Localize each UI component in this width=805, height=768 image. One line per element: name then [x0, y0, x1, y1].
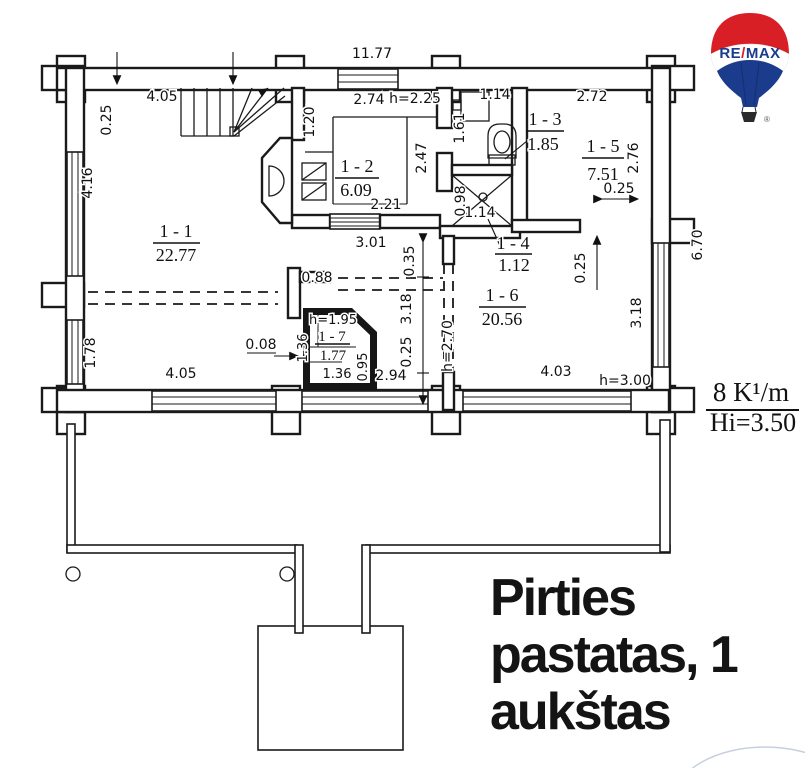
- window-right: [653, 243, 669, 367]
- dim-hall-zone-width: 2.74: [353, 92, 385, 108]
- svg-text:1 - 7: 1 - 7: [318, 329, 346, 345]
- dim-hall-zone-depth: 2.47: [414, 142, 430, 174]
- window-bottom-left: [152, 391, 276, 411]
- svg-text:22.77: 22.77: [155, 245, 197, 265]
- dashed-overhead-lines: [88, 278, 443, 304]
- terrace-bottom-right: [366, 545, 670, 553]
- dim-terrace-height: h=3.00: [599, 373, 651, 389]
- dim-sauna-height: h=1.95: [308, 313, 358, 328]
- svg-text:1.12: 1.12: [498, 255, 530, 275]
- registered-mark: ®: [764, 115, 770, 124]
- terrace-bottom-left: [67, 545, 297, 553]
- walkway-left-wall: [295, 545, 303, 633]
- dim-bottom-right-window: 4.03: [540, 364, 572, 380]
- wall-stub-vertical: [288, 268, 300, 318]
- svg-text:1 - 1: 1 - 1: [159, 221, 193, 241]
- room-label-1-3: [526, 109, 564, 154]
- window-bottom-middle: [302, 391, 428, 411]
- svg-text:6.09: 6.09: [340, 180, 372, 200]
- window-bottom-right: [463, 391, 631, 411]
- wall-1-2-1-4-mid: [437, 153, 452, 191]
- walkway-right-wall: [362, 545, 370, 633]
- balloon-basket: [741, 112, 757, 122]
- svg-text:7.51: 7.51: [587, 164, 619, 184]
- spec-line2: Hi=3.50: [709, 408, 797, 437]
- svg-text:1 - 6: 1 - 6: [485, 285, 519, 305]
- dim-hall-zone-height: h=2.25: [389, 91, 441, 107]
- wall-1-3-1-4: [452, 165, 512, 175]
- title-line-2: pastatas, 1: [490, 626, 737, 684]
- dim-sauna-gap: 0.08: [245, 337, 277, 353]
- room-label-1-2: [335, 156, 379, 200]
- page-title: [490, 570, 800, 741]
- fireplace-icon: [262, 138, 292, 223]
- terrace-left-wall: [67, 424, 75, 552]
- dim-mid-span: 3.18: [399, 293, 415, 325]
- terrace-right-wall: [660, 420, 670, 552]
- dim-right-window: 3.18: [629, 297, 645, 329]
- porch-platform: [258, 626, 403, 750]
- room-label-1-4: [495, 233, 532, 275]
- dim-storage-diag: 1.14: [464, 205, 496, 221]
- dim-hall-zone-bottom: 2.21: [370, 197, 402, 213]
- room-label-1-1: [153, 221, 200, 265]
- dim-dashed-height: h=2.70: [440, 320, 456, 372]
- stamp-icon: [673, 747, 805, 768]
- remax-balloon-icon: [711, 13, 789, 124]
- svg-text:1 - 2: 1 - 2: [340, 156, 374, 176]
- stairs-icon: [181, 88, 285, 136]
- window-left-lower: [67, 320, 83, 384]
- post-icon: [280, 567, 294, 581]
- dim-left-wall-upper: 4.16: [80, 167, 96, 199]
- dim-storage-width: 0.98: [453, 185, 469, 217]
- title-line-1: Pirties: [490, 569, 635, 627]
- dim-sauna-right: 0.95: [356, 352, 371, 382]
- dim-corridor-width: 3.01: [355, 235, 387, 251]
- dim-partition-offset: 0.88: [301, 270, 333, 286]
- dim-sauna-left: 1.36: [296, 333, 311, 363]
- dim-top-left-offset: 0.25: [99, 104, 115, 136]
- dim-sauna-to-wall: 2.94: [375, 368, 407, 384]
- dim-left-wall-lower: 1.78: [83, 337, 99, 369]
- svg-text:1 - 5: 1 - 5: [586, 136, 620, 156]
- svg-text:1 - 4: 1 - 4: [496, 233, 530, 253]
- dim-room5-width: 2.72: [576, 89, 608, 105]
- dim-wc-width: 1.14: [479, 87, 511, 103]
- wall-below-1-2-right: [380, 215, 440, 228]
- dim-room5-offset: 0.25: [603, 181, 635, 197]
- svg-text:1.85: 1.85: [527, 134, 559, 154]
- svg-text:1.77: 1.77: [319, 348, 347, 364]
- stove-icon: [302, 163, 326, 200]
- post-icon: [66, 567, 80, 581]
- dim-right-side-depth: 6.70: [690, 229, 706, 261]
- svg-text:20.56: 20.56: [481, 309, 523, 329]
- dim-bottom-left-window: 4.05: [165, 366, 197, 382]
- room-labels: [153, 109, 624, 364]
- window-top: [338, 69, 398, 89]
- spec-line1: 8 K¹/m: [712, 377, 790, 407]
- room-label-1-5: [582, 136, 624, 184]
- dim-overall-width: 11.77: [351, 46, 393, 62]
- dim-sauna-bottom: 1.36: [322, 367, 352, 382]
- dim-mid-offset-bottom: 0.25: [399, 336, 415, 368]
- glazed-partition: [330, 214, 380, 229]
- partition-solid-bottom: [443, 372, 454, 410]
- dim-stair-width: 4.05: [146, 89, 178, 105]
- dim-wc-depth: 1.61: [452, 112, 468, 144]
- spec-note: [706, 377, 799, 437]
- wall-below-1-2-left: [292, 215, 330, 228]
- dim-mid-offset-top: 0.35: [402, 245, 418, 277]
- remax-wordmark: RE/MAX: [719, 45, 781, 62]
- partition-solid-top: [443, 236, 454, 264]
- dim-hall-niche: 1.20: [302, 106, 318, 138]
- svg-text:1 - 3: 1 - 3: [528, 109, 562, 129]
- dim-room5-depth: 2.76: [626, 142, 642, 174]
- room-label-1-6: [479, 285, 526, 329]
- dim-room6-offset: 0.25: [573, 252, 589, 284]
- wall-below-1-5: [512, 220, 580, 232]
- title-line-3: aukštas: [490, 683, 670, 741]
